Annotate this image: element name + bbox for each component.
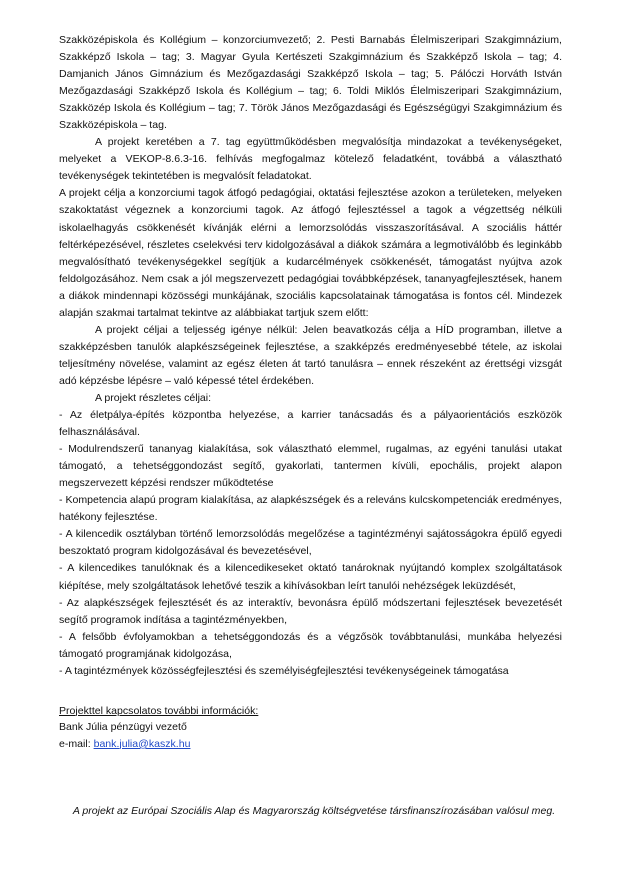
paragraph-activities: A projekt keretében a 7. tag együttműködésben megvalósítja mindazokat a tevékenységeket, melyeket a VEKOP-8.6.3-16. felhívás megfogalmaz kötelező feladatként, továbbá a választható tevékenységek tekintetében is megvalósít feladatokat. bbox=[59, 136, 562, 183]
goal-item: - A tagintézmények közösségfejlesztési és személyiségfejlesztési tevékenységeinek támogatása bbox=[59, 664, 509, 677]
goal-item: - Az alapkészségek fejlesztését és az interaktív, bevonásra épülő módszertani fejlesztések bevezetését segítő programok indítása a tagintézményekben, bbox=[59, 596, 562, 626]
goal-item: - A kilencedik osztályban történő lemorzsolódás megelőzése a tagintézményi sajátosságokra épülő egyedi beszoktató program kidolgozásával és bevezetésével, bbox=[59, 528, 562, 558]
goal-item: - Modulrendszerű tananyag kialakítása, sok választható elemmel, rugalmas, az egyéni tanulási utakat támogató, a tehetséggondozást segítő, gyakorlati, tantermen kívüli, epochális, projekt alapon megszervezett képzési rendszer működtetése bbox=[59, 443, 562, 490]
paragraph-project-goal: A projekt célja a konzorciumi tagok átfogó pedagógiai, oktatási fejlesztése azokon a területeken, melyeken szakoktatást végeznek a konzorciumi tagok. Az átfogó fejlesztéssel a tagok a végzettség nélküli iskolaelhagyás csökkenését kívánják elérni a lemorzsolódás visszaszorításával. A szociális háttér feltérképezésével, részletes cselekvési terv kidolgozásával a diákok számára a legmotiválóbb és leginkább megvalósítható tevékenységekkel segítjük a kudarcélmények csökkenését, támogatást nyújtva azok feldolgozásához. Nem csak a jól megszervezett pedagógiai továbbképzések, tananyagfejlesztések, hanem a diákok mindennapi közösségi munkájának, szociális kapcsolatainak támogatása is fontos cél. Mindezek alapján szakmai tartalmat tekintve az alábbiakat tartjuk szem előtt: bbox=[59, 187, 562, 319]
contact-heading: Projekttel kapcsolatos további információk: bbox=[59, 704, 259, 717]
goals-heading: A projekt részletes céljai: bbox=[95, 391, 212, 404]
footer-funding-note: A projekt az Európai Szociális Alap és Magyarország költségvetése társfinanszírozásában valósul meg. bbox=[72, 805, 556, 817]
goal-item: - Az életpálya-építés központba helyezése, a karrier tanácsadás és a pályaorientációs eszközök felhasználásával. bbox=[59, 409, 562, 439]
goal-item: - A felsőbb évfolyamokban a tehetséggondozás és a végzősök továbbtanulási, munkába helyezési támogató programjának kidolgozása, bbox=[59, 630, 562, 660]
contact-name: Bank Júlia pénzügyi vezető bbox=[59, 721, 187, 734]
contact-block bbox=[59, 703, 562, 753]
email-label: e-mail: bbox=[59, 737, 94, 750]
goal-item: - Kompetencia alapú program kialakítása, az alapkészségek és a releváns kulcskompetenciák eredményes, hatékony fejlesztése. bbox=[59, 494, 562, 524]
intro-paragraph: Szakközépiskola és Kollégium – konzorciumvezető; 2. Pesti Barnabás Élelmiszeripari Szakgimnázium, Szakképző Iskola – tag; 3. Magyar Gyula Kertészeti Szakgimnázium és Szakképző Iskola – tag; 4. Damjanich János Gimnázium és Mezőgazdasági Szakképző Iskola – tag; 5. Pálóczi Horváth István Mezőgazdasági Szakképző Iskola és Kollégium – tag; 6. Toldi Miklós Élelmiszeripari Szakgimnázium, Szakközép Iskola és Kollégium – tag; 7. Török János Mezőgazdasági és Egészségügyi Szakgimnázium és Szakközépiskola – tag. bbox=[59, 34, 562, 132]
email-link[interactable]: bank.julia@kaszk.hu bbox=[93, 737, 191, 750]
paragraph-project-aims: A projekt céljai a teljesség igénye nélkül: Jelen beavatkozás célja a HÍD programban, illetve a szakképzésben tanulók alapkészségeinek fejlesztése, a szakképzés eredményesebbé tétele, az iskolai teljesítmény növelése, valamint az egész életen át tartó tanulásra – ennek részeként az érettségi vizsgát adó képzésbe lépésre – való képessé tétel érdekében. bbox=[59, 323, 562, 387]
contact-email-line bbox=[59, 736, 562, 753]
goals-list bbox=[59, 407, 562, 680]
goal-item: - A kilencedikes tanulóknak és a kilencedikeseket oktató tanároknak nyújtandó komplex szolgáltatások kiépítése, mely szolgáltatások lehetővé teszik a kihívásokban leírt tanulói nehézségek leküzdését, bbox=[59, 562, 562, 592]
